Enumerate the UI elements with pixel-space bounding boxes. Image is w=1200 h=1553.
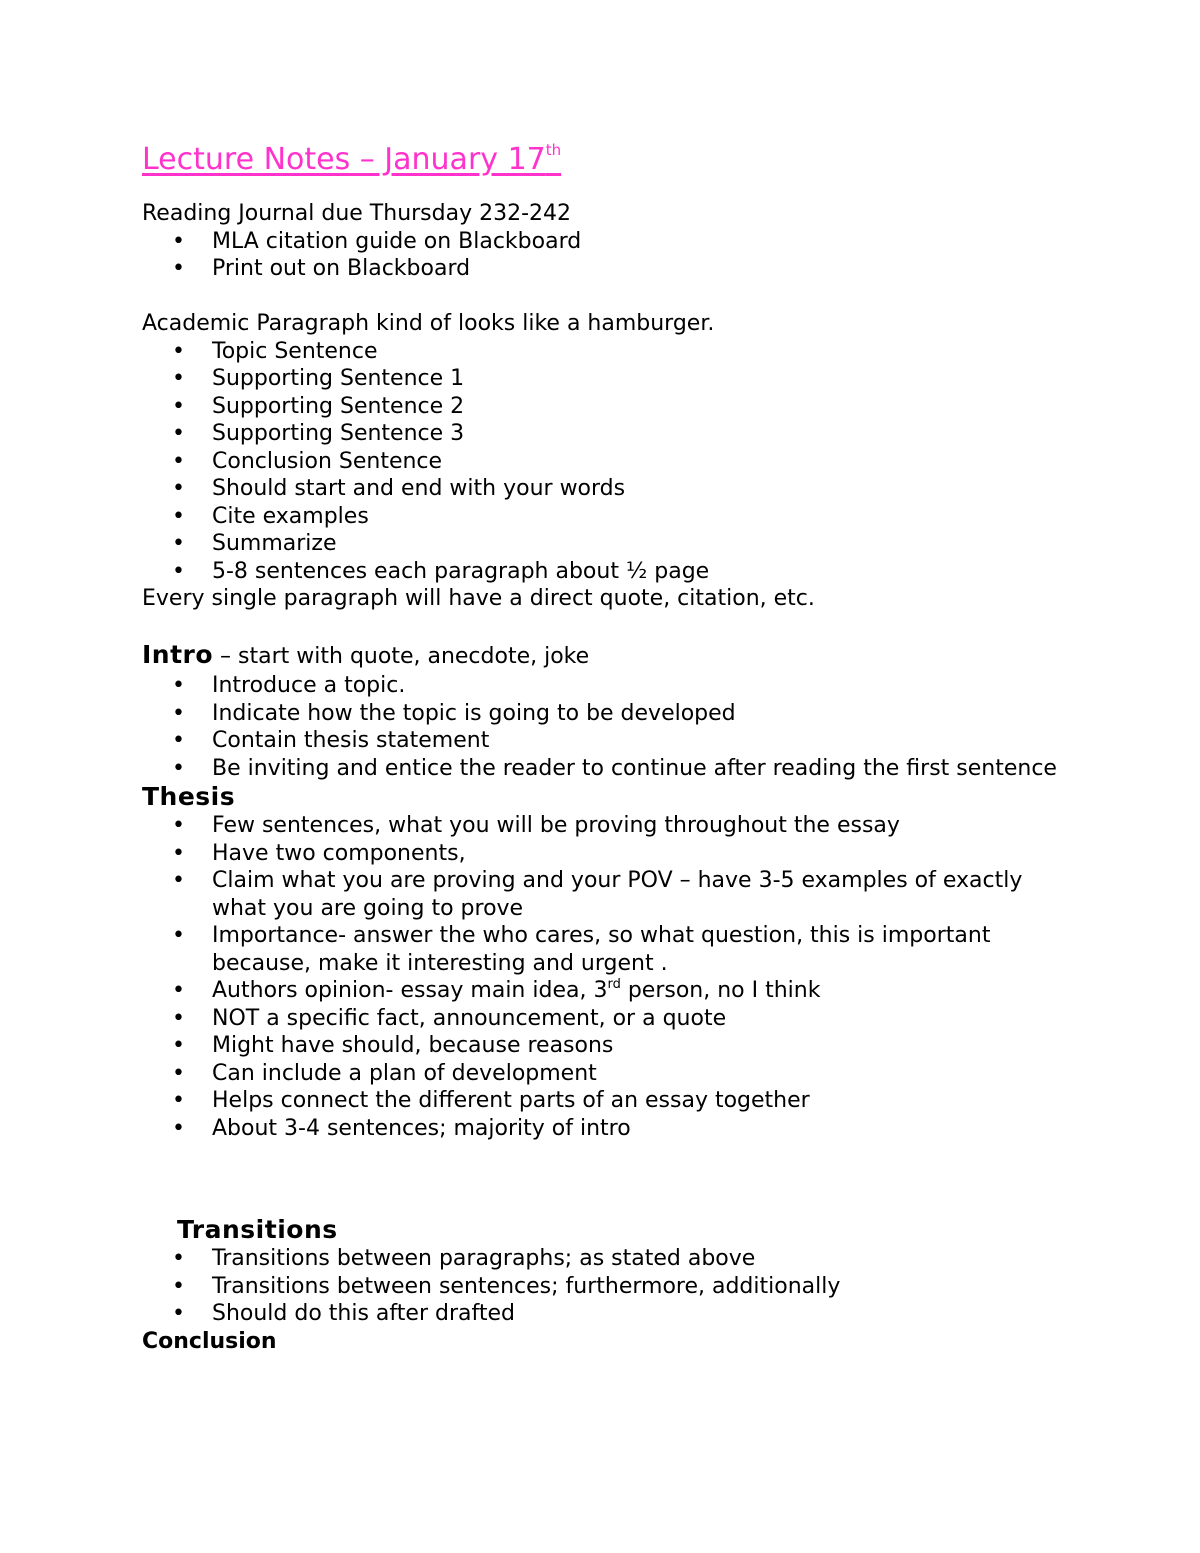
list-item: • Claim what you are proving and your POV – have 3-5 examples of exactly what you are going to prove — [142, 867, 1082, 922]
list-item: • NOT a specific fact, announcement, or a quote — [142, 1005, 1082, 1033]
list-item: • Might have should, because reasons — [142, 1032, 1082, 1060]
list-item: • Conclusion Sentence — [142, 448, 1082, 476]
list-item: • Be inviting and entice the reader to continue after reading the first sentence — [142, 755, 1082, 783]
list-item: • Summarize — [142, 530, 1082, 558]
list-item: • Introduce a topic. — [142, 672, 1082, 700]
thesis-heading: Thesis — [142, 782, 236, 811]
reading-list — [142, 228, 1082, 283]
transitions-heading: Transitions — [177, 1215, 338, 1244]
academic-paragraph-line: Academic Paragraph kind of looks like a hamburger. — [142, 311, 715, 336]
list-item: • Authors opinion- essay main idea, 3rd person, no I think — [142, 977, 1082, 1005]
document-page — [142, 138, 1082, 1355]
list-item: • About 3-4 sentences; majority of intro — [142, 1115, 1082, 1143]
list-item: • Can include a plan of development — [142, 1060, 1082, 1088]
list-item: • Contain thesis statement — [142, 727, 1082, 755]
list-item: • Cite examples — [142, 503, 1082, 531]
direct-quote-note: Every single paragraph will have a direct quote, citation, etc. — [142, 586, 815, 611]
academic-list — [142, 338, 1082, 586]
list-item: • Few sentences, what you will be proving throughout the essay — [142, 812, 1082, 840]
list-item: • Print out on Blackboard — [142, 255, 1082, 283]
list-item: • Topic Sentence — [142, 338, 1082, 366]
list-item: • Should do this after drafted — [142, 1300, 1082, 1328]
list-item: • MLA citation guide on Blackboard — [142, 228, 1082, 256]
conclusion-heading: Conclusion — [142, 1328, 277, 1354]
list-item: • Importance- answer the who cares, so what question, this is important because, make it interesting and urgent . — [142, 922, 1082, 977]
intro-list — [142, 672, 1082, 782]
list-item: • Supporting Sentence 3 — [142, 420, 1082, 448]
list-item: • Transitions between sentences; furthermore, additionally — [142, 1273, 1082, 1301]
reading-journal-line: Reading Journal due Thursday 232-242 — [142, 201, 572, 226]
intro-heading: Intro – start with quote, anecdote, joke — [142, 640, 590, 669]
list-item: • Helps connect the different parts of an essay together — [142, 1087, 1082, 1115]
list-item: • Supporting Sentence 2 — [142, 393, 1082, 421]
transitions-list — [142, 1245, 1082, 1328]
thesis-list — [142, 812, 1082, 1142]
list-item: • Transitions between paragraphs; as stated above — [142, 1245, 1082, 1273]
list-item: • 5-8 sentences each paragraph about ½ page — [142, 558, 1082, 586]
ordinal-superscript: rd — [607, 977, 621, 992]
list-item: • Indicate how the topic is going to be developed — [142, 700, 1082, 728]
list-item: • Have two components, — [142, 840, 1082, 868]
list-item: • Should start and end with your words — [142, 475, 1082, 503]
page-title: Lecture Notes – January 17th — [142, 141, 562, 177]
title-superscript: th — [545, 141, 562, 159]
list-item: • Supporting Sentence 1 — [142, 365, 1082, 393]
intro-heading-rest: – start with quote, anecdote, joke — [213, 644, 590, 669]
